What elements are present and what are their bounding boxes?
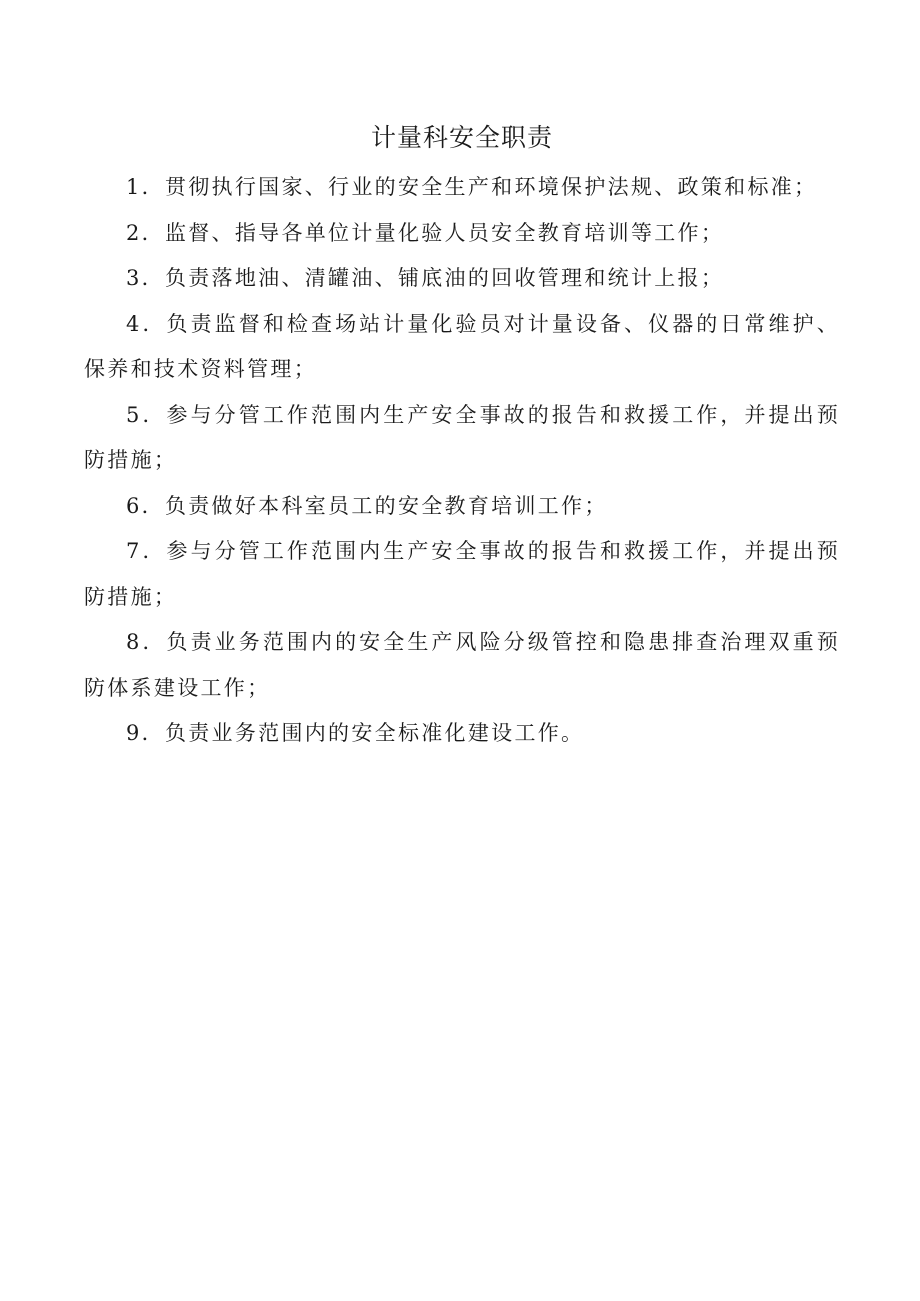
- duty-item-7: 7．参与分管工作范围内生产安全事故的报告和救援工作，并提出预防措施；: [84, 539, 840, 609]
- duty-item-3: 3．负责落地油、清罐油、铺底油的回收管理和统计上报；: [126, 266, 725, 290]
- duty-item-8: 8．负责业务范围内的安全生产风险分级管控和隐患排查治理双重预防体系建设工作；: [84, 630, 840, 700]
- duty-list: [84, 165, 840, 757]
- duty-item-1: 1．贯彻执行国家、行业的安全生产和环境保护法规、政策和标准；: [126, 175, 818, 199]
- duty-item-2: 2．监督、指导各单位计量化验人员安全教育培训等工作；: [126, 220, 725, 245]
- duty-item-9: 9．负责业务范围内的安全标准化建设工作。: [126, 721, 585, 745]
- page-title: 计量科安全职责: [370, 123, 553, 152]
- duty-item-5: 5．参与分管工作范围内生产安全事故的报告和救援工作，并提出预防措施；: [84, 402, 840, 472]
- duty-item-4: 4．负责监督和检查场站计量化验员对计量设备、仪器的日常维护、保养和技术资料管理；: [84, 311, 840, 381]
- duty-item-6: 6．负责做好本科室员工的安全教育培训工作；: [126, 493, 608, 518]
